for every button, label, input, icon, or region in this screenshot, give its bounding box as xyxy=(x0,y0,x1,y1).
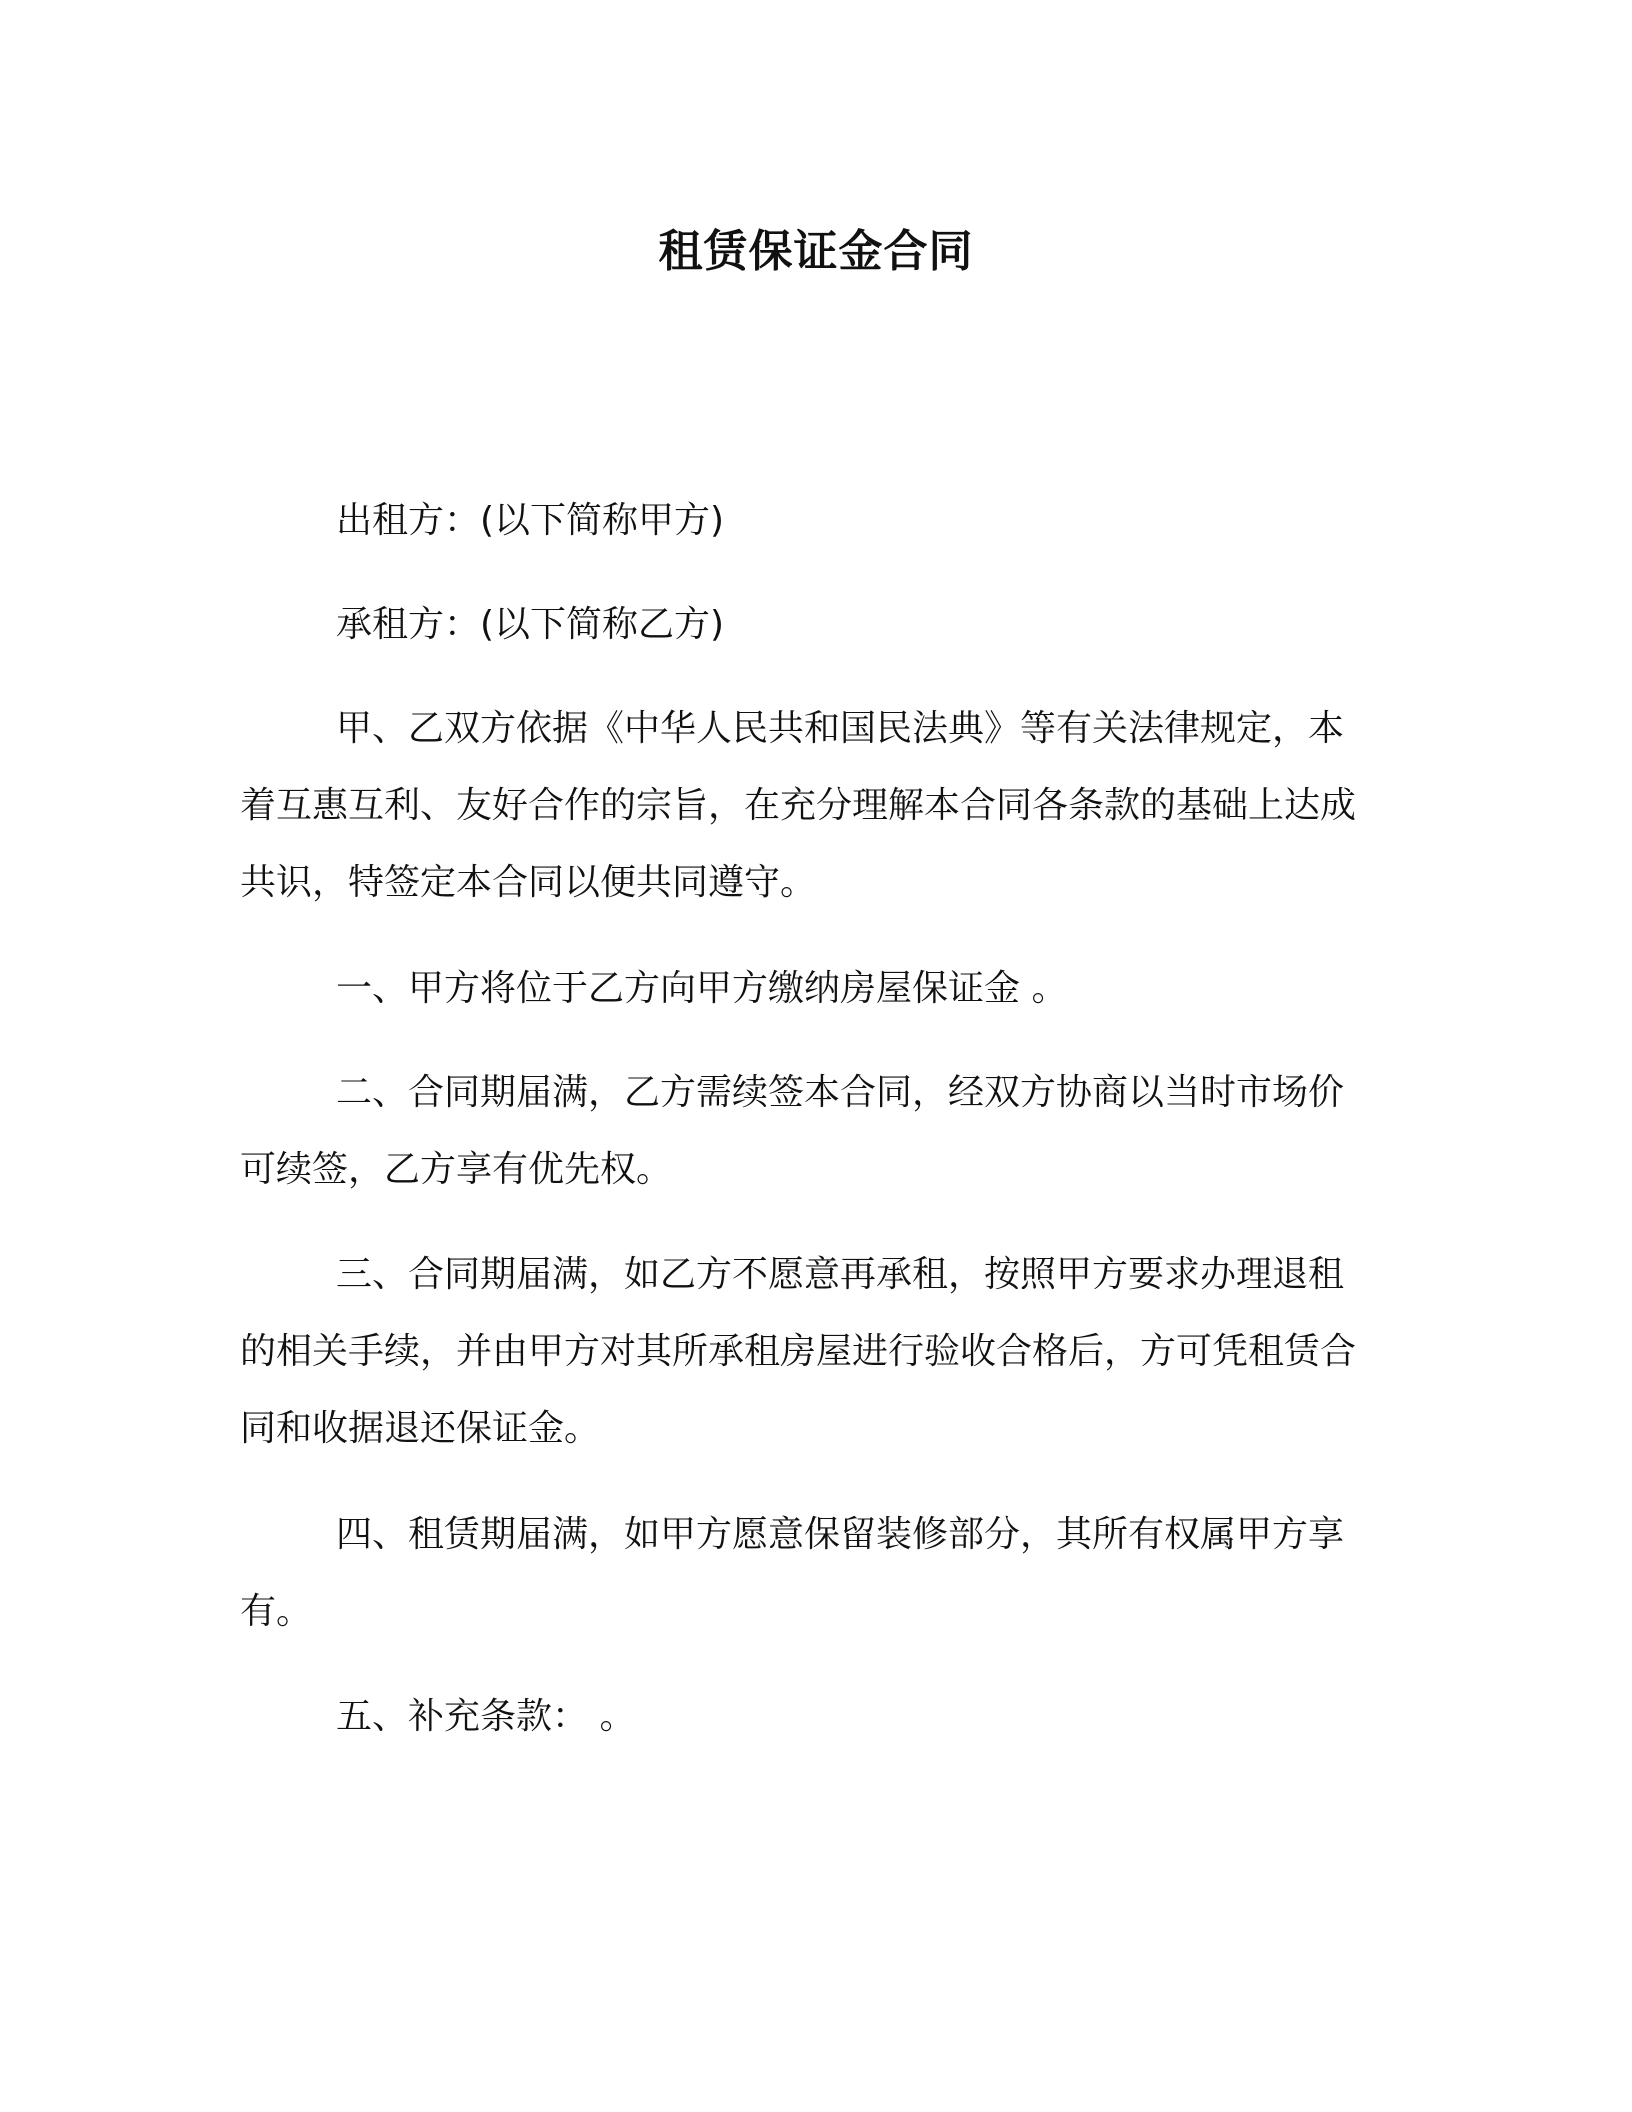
lessee-line xyxy=(240,586,1378,663)
clause-text: 一、甲方将位于乙方向甲方缴纳房屋保证金 。 xyxy=(336,968,1068,1009)
clause-5 xyxy=(240,1678,1378,1755)
clause-text: 二、合同期届满，乙方需续签本合同，经双方协商以当时市场价可续签，乙方享有优先权。 xyxy=(240,1072,1345,1190)
clause-text: 四、租赁期届满，如甲方愿意保留装修部分，其所有权属甲方享有。 xyxy=(240,1514,1345,1632)
clause-3 xyxy=(240,1236,1378,1467)
clause-4 xyxy=(240,1496,1378,1650)
intro-text: 甲、乙双方依据《中华人民共和国民法典》等有关法律规定，本着互惠互利、友好合作的宗旨，在充分理解本合同各条款的基础上达成共识，特签定本合同以便共同遵守。 xyxy=(240,708,1357,903)
lessee-text: 承租方：(以下简称乙方) xyxy=(336,604,725,645)
document-title: 租赁保证金合同 xyxy=(658,226,974,277)
lessor-text: 出租方：(以下简称甲方) xyxy=(336,500,725,541)
clause-text: 三、合同期届满，如乙方不愿意再承租，按照甲方要求办理退租的相关手续，并由甲方对其所承租房屋进行验收合格后，方可凭租赁合同和收据退还保证金。 xyxy=(240,1254,1357,1449)
clause-text: 五、补充条款： 。 xyxy=(336,1696,636,1737)
lessor-line xyxy=(240,482,1378,559)
clause-2 xyxy=(240,1054,1378,1208)
clause-1 xyxy=(240,950,1378,1027)
intro-paragraph xyxy=(240,690,1378,921)
